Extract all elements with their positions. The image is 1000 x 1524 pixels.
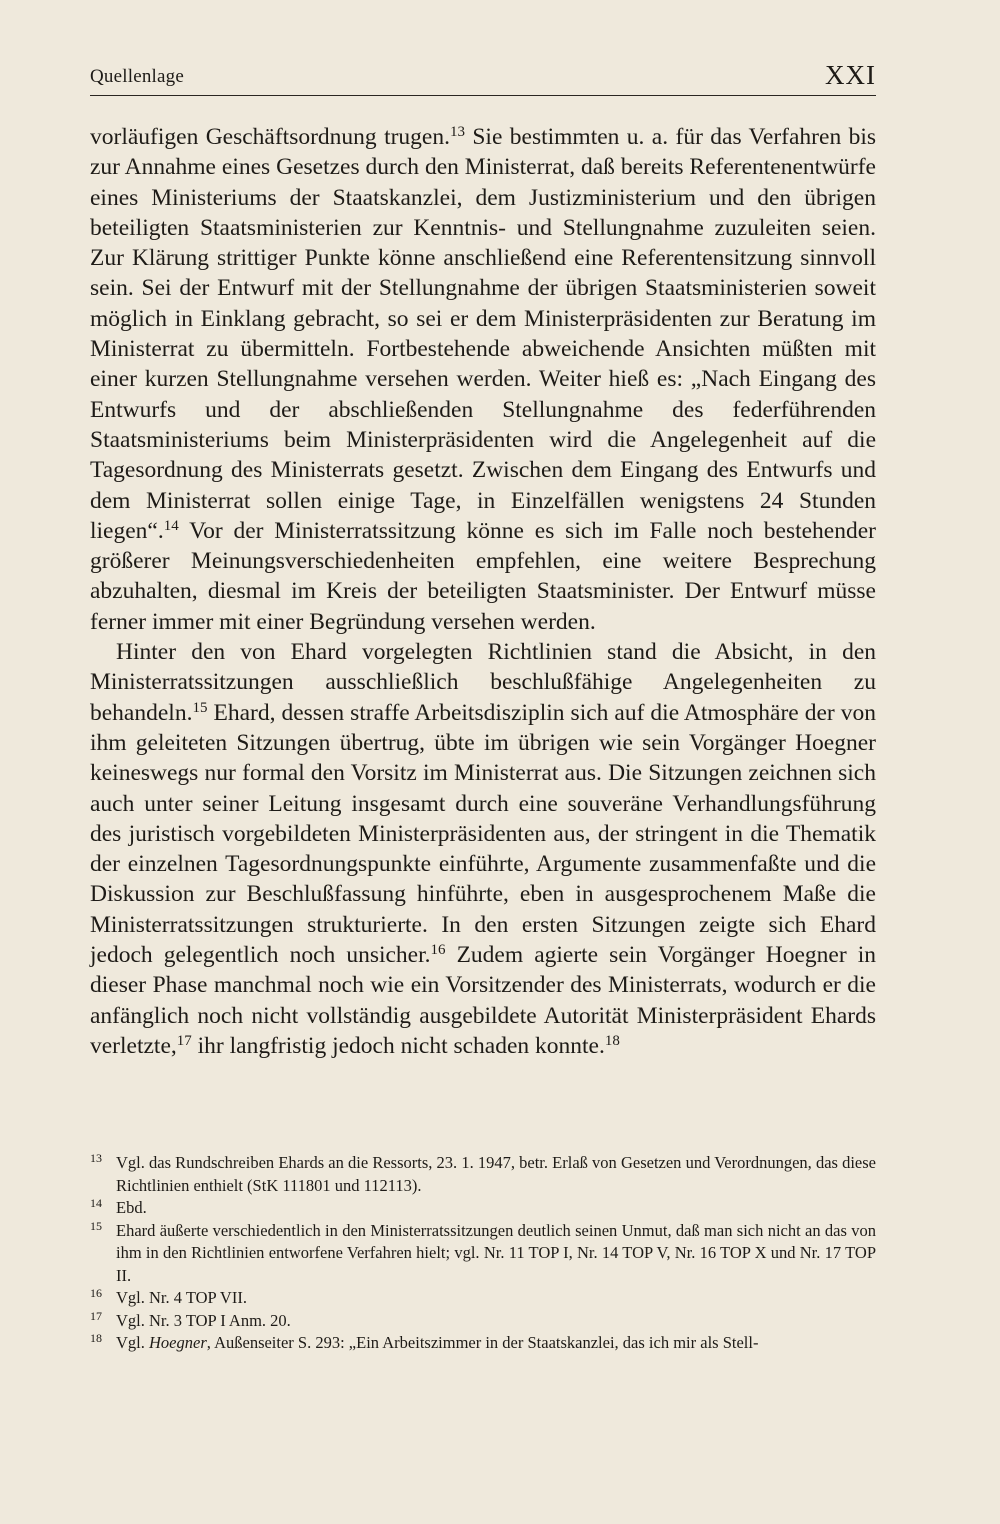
footnote-text: Vgl. das Rundschreiben Ehards an die Ressorts, 23. 1. 1947, betr. Erlaß von Gesetzen und Verordnungen, das diese Richtlinien enthielt (StK 111801 und 112113). xyxy=(116,1153,876,1195)
footnote-ref-14[interactable]: 14 xyxy=(163,517,179,534)
footnote-ref-16[interactable]: 16 xyxy=(430,942,446,959)
footnote-17 xyxy=(90,1310,876,1333)
paragraph-1 xyxy=(90,122,876,637)
footnote-ref-13[interactable]: 13 xyxy=(449,124,465,140)
footnote-ref-17[interactable]: 17 xyxy=(176,1032,192,1049)
footnote-number: 14 xyxy=(90,1196,102,1210)
footnote-number: 15 xyxy=(90,1218,102,1233)
footnote-text: Vgl. Nr. 4 TOP VII. xyxy=(116,1288,247,1307)
footnote-text: Ehard äußerte verschiedentlich in den Ministerratssitzungen deutlich seinen Unmut, daß man sich nicht an das von ihm in den Richtlinien entworfene Verfahren hielt; vgl. Nr. 11 TOP I, Nr. 14 TOP V, Nr. 16 TOP X und Nr. 17 TOP II. xyxy=(116,1220,876,1285)
footnote-rest: , Außenseiter S. 293: „Ein Arbeitszimmer in der Staatskanzlei, das ich mir als Stell- xyxy=(206,1333,759,1352)
footnote-prefix: Vgl. xyxy=(116,1333,149,1352)
page-number: XXI xyxy=(825,60,876,90)
footnote-number: 18 xyxy=(90,1331,102,1345)
footnote-ref-15[interactable]: 15 xyxy=(192,699,208,716)
footnote-number: 16 xyxy=(90,1286,102,1300)
footnote-number: 13 xyxy=(90,1151,102,1165)
footnote-text xyxy=(116,1333,758,1352)
paragraph-1-text-c: Vor der Ministerratssitzung könne es sich im Falle noch bestehender größerer Meinungsverschiedenheiten empfehlen, eine weitere Besprechung abzuhalten, diesmal im Kreis der beteiligten Staatsminister. Der Entwurf müsse ferner immer mit einer Begründung versehen werden. xyxy=(90,517,876,635)
footnote-author: Hoegner xyxy=(149,1333,207,1352)
footnote-13 xyxy=(90,1152,876,1197)
paragraph-2-text-d: ihr langfristig jedoch nicht schaden konnte. xyxy=(191,1032,605,1059)
footnotes xyxy=(90,1152,876,1355)
footnote-16 xyxy=(90,1287,876,1310)
paragraph-2-text-c: Zudem agierte sein Vorgänger Hoegner in dieser Phase manchmal noch wie ein Vorsitzender des Ministerrats, wodurch er die anfänglich noch nicht vollständig ausgebildete Autorität Ministerpräsident Ehards verletzte, xyxy=(90,942,876,1059)
header-rule xyxy=(90,95,876,96)
footnote-text: Vgl. Nr. 3 TOP I Anm. 20. xyxy=(116,1310,291,1330)
paragraph-2 xyxy=(90,637,876,1061)
page-header xyxy=(90,60,876,100)
paragraph-1-text-a: vorläufigen Geschäftsordnung trugen. xyxy=(90,124,450,150)
paragraph-2-text-a: Hinter den von Ehard vorgelegten Richtlinien stand die Absicht, in den Ministerratssitzungen ausschließlich beschlußfähige Angelegenheiten zu behandeln. xyxy=(90,639,876,726)
footnote-number: 17 xyxy=(90,1308,102,1323)
footnote-text: Ebd. xyxy=(116,1198,147,1217)
footnote-14 xyxy=(90,1197,876,1220)
footnote-15 xyxy=(90,1220,876,1288)
footnote-18 xyxy=(90,1332,876,1355)
running-head: Quellenlage xyxy=(90,66,184,87)
body-text xyxy=(90,122,876,1061)
paragraph-2-text-b: Ehard, dessen straffe Arbeitsdisziplin sich auf die Atmosphäre der von ihm geleiteten Sitzungen übertrug, übte im übrigen wie sein Vorgänger Hoegner keineswegs nur formal den Vorsitz im Ministerrat aus. Die Sitzungen zeichnen sich auch unter seiner Leitung insgesamt durch eine souveräne Verhandlungsführung des juristisch vorgebildeten Ministerpräsidenten aus, der stringent in die Thematik der einzelnen Tagesordnungspunkte einführte, Argumente zusammenfaßte und die Diskussion zur Beschlußfassung hinführte, eben in ausgesprochenem Maße die Ministerratssitzungen strukturierte. In den ersten Sitzungen zeigte sich Ehard jedoch gelegentlich noch unsicher. xyxy=(90,699,876,969)
paragraph-1-text-b: Sie bestimmten u. a. für das Verfahren bis zur Annahme eines Gesetzes durch den Ministerrat, daß bereits Referentenentwürfe eines Ministeriums der Staatskanzlei, dem Justizministerium und den übrigen beteiligten Staatsministerien zur Kenntnis- und Stellungnahme zuzuleiten seien. Zur Klärung strittiger Punkte könne anschließend eine Referentensitzung sinnvoll sein. Sei der Entwurf mit der Stellungnahme der übrigen Staatsministerien soweit möglich in Einklang gebracht, so sei er dem Ministerpräsidenten zur Beratung im Ministerrat zu übermitteln. Fortbestehende abweichende Ansichten müßten mit einer kurzen Stellungnahme versehen werden. Weiter hieß es: „Nach Eingang des Entwurfs und der abschließenden Stellungnahme des federführenden Staatsministeriums beim Ministerpräsidenten wird die Angelegenheit auf die Tagesordnung des Ministerrats gesetzt. Zwischen dem Eingang des Entwurfs und dem Ministerrat sollen einige Tage, in Einzelfällen wenigstens 24 Stunden liegen“. xyxy=(90,124,876,544)
footnote-ref-18[interactable]: 18 xyxy=(604,1032,620,1049)
